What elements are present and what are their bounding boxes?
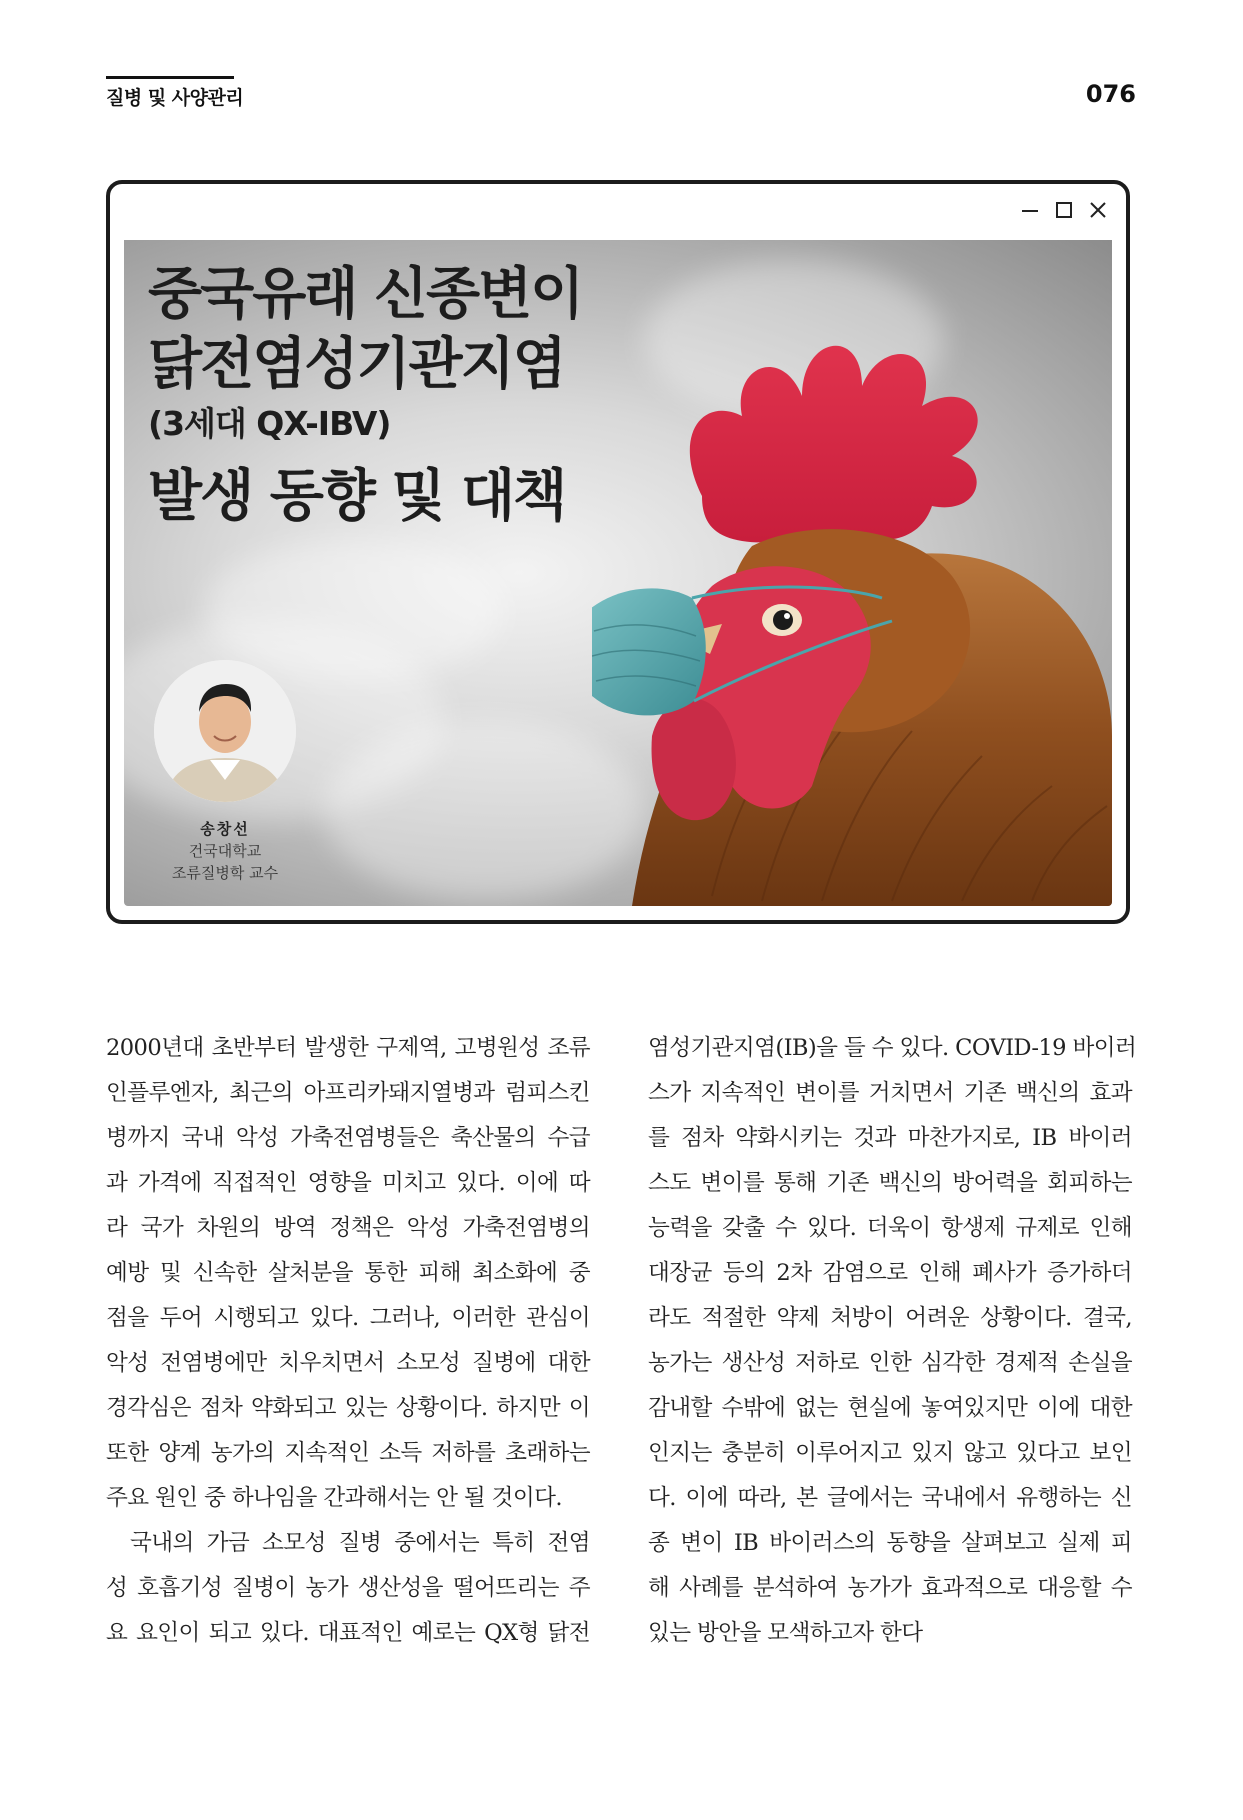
- body-line: 라도 적절한 약제 처방이 어려운 상황이다. 결국,: [648, 1305, 1132, 1331]
- header-rule: [106, 76, 234, 79]
- section-label: 질병 및 사양관리: [106, 87, 244, 109]
- body-line: 주요 원인 중 하나임을 간과해서는 안 될 것이다.: [106, 1485, 562, 1511]
- body-line: 다. 이에 따라, 본 글에서는 국내에서 유행하는 신: [648, 1485, 1132, 1511]
- body-line: 감내할 수밖에 없는 현실에 놓여있지만 이에 대한: [648, 1395, 1132, 1421]
- page-number: 076: [1085, 80, 1136, 108]
- body-line: 농가는 생산성 저하로 인한 심각한 경제적 손실을: [648, 1350, 1132, 1376]
- author-affiliation-line-2: 조류질병학 교수: [171, 864, 279, 882]
- body-line: 를 점차 약화시키는 것과 마찬가지로, IB 바이러: [648, 1125, 1132, 1151]
- body-column-left: [106, 1026, 590, 1656]
- body-line: 능력을 갖출 수 있다. 더욱이 항생제 규제로 인해: [648, 1215, 1132, 1241]
- author-name: 송창선: [200, 820, 250, 838]
- hero-title: [148, 260, 582, 532]
- title-line-2: 닭전염성기관지염: [148, 332, 565, 397]
- article-window-frame: [106, 180, 1130, 924]
- body-line-indent: 국내의 가금 소모성 질병 중에서는 특히 전염: [130, 1530, 590, 1556]
- body-line: 해 사례를 분석하여 농가가 효과적으로 대응할 수: [648, 1575, 1132, 1601]
- body-line: 과 가격에 직접적인 영향을 미치고 있다. 이에 따: [106, 1170, 590, 1196]
- author-affiliation-line-1: 건국대학교: [188, 842, 262, 860]
- body-line: 있는 방안을 모색하고자 한다: [648, 1620, 923, 1646]
- body-line: 병까지 국내 악성 가축전염병들은 축산물의 수급: [106, 1125, 590, 1151]
- body-line: 2000년대 초반부터 발생한 구제역, 고병원성 조류: [106, 1035, 590, 1061]
- body-line: 인지는 충분히 이루어지고 있지 않고 있다고 보인: [648, 1440, 1132, 1466]
- body-line: 경각심은 점차 약화되고 있는 상황이다. 하지만 이: [106, 1395, 590, 1421]
- author-photo: [154, 660, 296, 802]
- body-line: 염성기관지염(IB)을 들 수 있다. COVID-19 바이러: [648, 1035, 1137, 1061]
- maximize-icon[interactable]: [1054, 200, 1074, 220]
- body-line: 대장균 등의 2차 감염으로 인해 폐사가 증가하더: [648, 1260, 1132, 1286]
- body-line: 성 호흡기성 질병이 농가 생산성을 떨어뜨리는 주: [106, 1575, 590, 1601]
- body-line: 인플루엔자, 최근의 아프리카돼지열병과 럼피스킨: [106, 1080, 590, 1106]
- close-icon[interactable]: [1088, 200, 1108, 220]
- author-affiliation: [144, 840, 306, 884]
- body-line: 라 국가 차원의 방역 정책은 악성 가축전염병의: [106, 1215, 590, 1241]
- body-line: 스도 변이를 통해 기존 백신의 방어력을 회피하는: [648, 1170, 1132, 1196]
- hero-image: [124, 240, 1112, 906]
- rooster-with-mask-illustration: [592, 336, 1112, 906]
- body-line: 예방 및 신속한 살처분을 통한 피해 최소화에 중: [106, 1260, 590, 1286]
- body-line: 요 요인이 되고 있다. 대표적인 예로는 QX형 닭전: [106, 1620, 590, 1646]
- window-controls: [1020, 200, 1108, 220]
- title-subtitle: (3세대 QX-IBV): [148, 404, 391, 443]
- body-column-right: [648, 1026, 1137, 1656]
- title-line-4: 발생 동향 및 대책: [148, 464, 566, 529]
- minimize-icon[interactable]: [1020, 200, 1040, 220]
- body-line: 또한 양계 농가의 지속적인 소득 저하를 초래하는: [106, 1440, 590, 1466]
- body-line: 점을 두어 시행되고 있다. 그러나, 이러한 관심이: [106, 1305, 590, 1331]
- body-line: 스가 지속적인 변이를 거치면서 기존 백신의 효과: [648, 1080, 1132, 1106]
- body-line: 종 변이 IB 바이러스의 동향을 살펴보고 실제 피: [648, 1530, 1132, 1556]
- body-line: 악성 전염병에만 치우치면서 소모성 질병에 대한: [106, 1350, 590, 1376]
- title-line-1: 중국유래 신종변이: [148, 262, 583, 327]
